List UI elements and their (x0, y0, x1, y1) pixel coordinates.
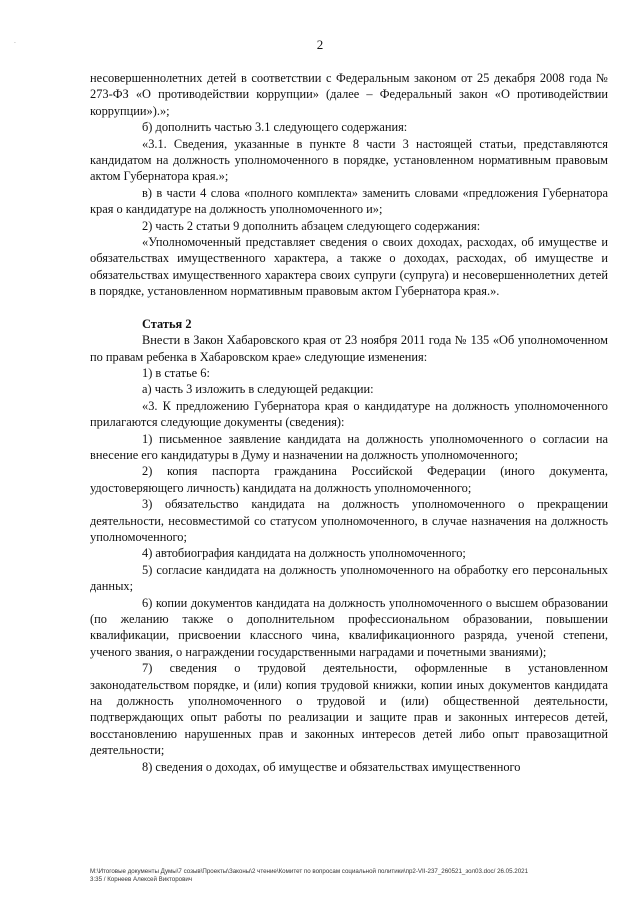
paragraph: а) часть 3 изложить в следующей редакции: (142, 382, 374, 397)
paragraph: «3.1. Сведения, указанные в пункте 8 части 3 настоящей статьи, представляются кандидатом на должность уполномоченного в порядке, установленном нормативным правовым актом Губернатора края.»; (90, 136, 608, 184)
paragraph: б) дополнить частью 3.1 следующего содержания: (142, 120, 408, 135)
paragraph: 3) обязательство кандидата на должность уполномоченного о прекращении деятельности, несовместимой со статусом уполномоченного, в случае назначения на должность уполномоченного; (90, 497, 608, 544)
paragraph: 5) согласие кандидата на должность уполномоченного на обработку его персональных данных; (90, 562, 608, 594)
paragraph: 8) сведения о доходах, об имуществе и обязательствах имущественного (142, 759, 521, 774)
paragraph: 2) копия паспорта гражданина Российской Федерации (иного документа, удостоверяющего личность) кандидата на должность уполномоченного; (90, 464, 608, 495)
paragraph: 1) письменное заявление кандидата на должность уполномоченного о согласии на внесение его кандидатуры в Думу и назначении на должность уполномоченного; (90, 431, 608, 462)
paragraph: 6) копии документов кандидата на должность уполномоченного о высшем образовании (по желанию также о дополнительном профессиональном образовании, повышении квалификации, присвоении классного чина, квалификационного разряда, ученой степени, ученого звания, о награждении государственными наградами и почетными званиями); (90, 595, 608, 659)
article-heading: Статья 2 (142, 316, 192, 331)
paragraph: «3. К предложению Губернатора края о кандидатуре на должность уполномоченного прилагаются следующие документы (сведения): (90, 398, 608, 430)
document-body (90, 70, 608, 775)
file-path-footer (90, 868, 610, 885)
footer-line: 3:35 / Корнеев Алексей Викторович (90, 876, 193, 884)
paragraph: в) в части 4 слова «полного комплекта» заменить словами «предложения Губернатора края о кандидатуре на должность уполномоченного и»; (90, 185, 608, 217)
paragraph: Внести в Закон Хабаровского края от 23 ноября 2011 года № 135 «Об уполномоченном по правам ребенка в Хабаровском крае» следующие изменения: (90, 333, 608, 364)
page-number: 2 (316, 37, 324, 52)
footer-line: M:\Итоговые документы Думы\7 созыв\Проекты\Законы\2 чтение\Комитет по вопросам социальной политики\пр2-VII-237_260521_зол03.doc/ 26.05.2021 (90, 868, 529, 875)
paragraph: «Уполномоченный представляет сведения о своих доходах, расходах, об имуществе и обязательствах имущественного характера, а также о доходах, расходах, об имуществе и обязательствах имущественного характера своих супруги (супруга) и несовершеннолетних детей в порядке, установленном нормативным правовым актом Губернатора края.». (90, 235, 608, 299)
spacer (90, 300, 608, 316)
paragraph: несовершеннолетних детей в соответствии с Федеральным законом от 25 декабря 2008 года № 273-ФЗ «О противодействии коррупции» (далее – Федеральный закон «О противодействии коррупции»).»; (90, 71, 608, 118)
paragraph: 4) автобиография кандидата на должность уполномоченного; (142, 546, 466, 561)
paragraph: 2) часть 2 статьи 9 дополнить абзацем следующего содержания: (142, 218, 481, 233)
corner-mark: · (14, 40, 16, 47)
paragraph: 7) сведения о трудовой деятельности, оформленные в установленном законодательством порядке, и (или) копия трудовой книжки, копии иных документов кандидата на должность уполномоченного о трудовой и (или) общественной деятельности, подтверждающих опыт работы по реализации и защите прав и законных интересов детей, восстановлению нарушенных прав и законных интересов детей либо опыт правозащитной деятельности; (90, 661, 608, 758)
paragraph: 1) в статье 6: (142, 365, 210, 380)
